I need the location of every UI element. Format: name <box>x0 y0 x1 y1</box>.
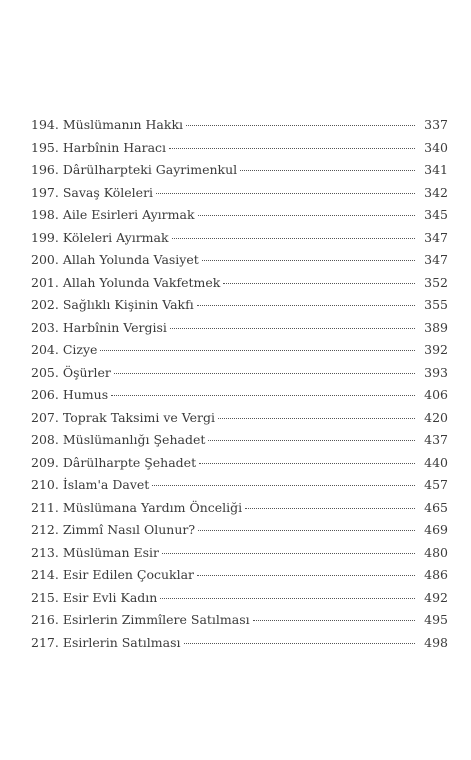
toc-entry-title: Müslümana Yardım Önceliği <box>62 499 243 515</box>
toc-entry-number: 201. <box>31 274 59 290</box>
toc-list <box>31 114 448 654</box>
toc-entry-page-number: 341 <box>424 162 448 177</box>
toc-entry-title: Harbînin Vergisi <box>62 319 167 335</box>
toc-dot-leader <box>197 575 415 576</box>
toc-entry-number: 209. <box>31 454 59 470</box>
toc-entry-title: Esirlerin Zimmîlere Satılması <box>62 612 250 627</box>
toc-entry-title: Müslümanın Hakkı <box>62 117 184 132</box>
toc-entry <box>31 137 448 160</box>
toc-entry-page-number: 393 <box>424 364 448 380</box>
toc-entry <box>31 609 448 632</box>
toc-entry-page-number: 347 <box>424 229 448 245</box>
toc-dot-leader <box>186 125 415 126</box>
toc-entry <box>31 339 448 362</box>
toc-entry <box>31 497 448 520</box>
toc-entry-number: 204. <box>31 342 59 357</box>
toc-entry-number: 197. <box>31 184 59 200</box>
toc-entry-page-number: 486 <box>424 567 448 582</box>
toc-entry-title: Allah Yolunda Vasiyet <box>62 252 199 267</box>
toc-entry-title: Savaş Köleleri <box>62 184 154 200</box>
toc-entry-number: 207. <box>31 409 59 425</box>
toc-entry-title: Dârülharpte Şehadet <box>62 454 197 470</box>
toc-entry <box>31 519 448 542</box>
toc-entry-title: Allah Yolunda Vakfetmek <box>62 274 221 290</box>
toc-dot-leader <box>100 350 415 351</box>
toc-entry-title: Zimmî Nasıl Olunur? <box>62 522 196 537</box>
toc-entry-title: Harbînin Haracı <box>62 139 167 155</box>
toc-entry-page-number: 440 <box>424 454 448 470</box>
toc-entry <box>31 407 448 430</box>
toc-entry-page-number: 420 <box>424 409 448 425</box>
toc-entry <box>31 114 448 137</box>
toc-entry-title: Esirlerin Satılması <box>62 634 181 650</box>
toc-dot-leader <box>160 598 415 599</box>
toc-entry-number: 211. <box>31 499 59 515</box>
toc-entry <box>31 294 448 317</box>
toc-dot-leader <box>169 148 415 149</box>
toc-dot-leader <box>172 238 415 239</box>
toc-entry-page-number: 437 <box>424 432 448 447</box>
toc-dot-leader <box>197 305 415 306</box>
toc-entry-page-number: 342 <box>424 184 448 200</box>
toc-visible-area <box>0 117 471 650</box>
toc-entry <box>31 384 448 407</box>
toc-entry-title: Cizye <box>62 342 98 357</box>
toc-entry-page-number: 495 <box>424 612 448 627</box>
toc-entry <box>31 452 448 475</box>
toc-entry-title: Sağlıklı Kişinin Vakfı <box>62 297 194 312</box>
toc-entry-number: 208. <box>31 432 59 447</box>
toc-entry <box>31 542 448 565</box>
toc-entry-title: Müslüman Esir <box>62 544 159 560</box>
toc-entry-page-number: 492 <box>424 589 448 605</box>
toc-entry <box>31 204 448 227</box>
toc-entry-number: 205. <box>31 364 59 380</box>
toc-entry-number: 196. <box>31 162 59 177</box>
toc-entry-page-number: 465 <box>424 499 448 515</box>
toc-entry-number: 217. <box>31 634 59 650</box>
toc-entry-page-number: 498 <box>424 634 448 650</box>
toc-entry <box>31 564 448 587</box>
toc-entry <box>31 317 448 340</box>
toc-entry-page-number: 347 <box>424 252 448 267</box>
toc-entry-number: 212. <box>31 522 59 537</box>
toc-entry <box>31 362 448 385</box>
toc-entry-page-number: 345 <box>424 207 448 222</box>
toc-entry-number: 206. <box>31 387 59 402</box>
toc-entry-number: 216. <box>31 612 59 627</box>
toc-dot-leader <box>184 643 415 644</box>
toc-entry <box>31 227 448 250</box>
toc-entry-number: 194. <box>31 117 59 132</box>
toc-entry-page-number: 457 <box>424 477 448 492</box>
toc-dot-leader <box>202 260 415 261</box>
toc-dot-leader <box>240 170 415 171</box>
toc-entry-number: 215. <box>31 589 59 605</box>
toc-entry-page-number: 406 <box>424 387 448 402</box>
toc-entry-page-number: 337 <box>424 117 448 132</box>
toc-entry <box>31 429 448 452</box>
toc-entry-number: 210. <box>31 477 59 492</box>
toc-entry-title: Müslümanlığı Şehadet <box>62 432 206 447</box>
toc-entry <box>31 182 448 205</box>
toc-entry-number: 195. <box>31 139 59 155</box>
toc-entry-number: 200. <box>31 252 59 267</box>
toc-entry-page-number: 340 <box>424 139 448 155</box>
toc-entry-page-number: 389 <box>424 319 448 335</box>
toc-dot-leader <box>198 215 415 216</box>
toc-dot-leader <box>162 553 415 554</box>
toc-entry-page-number: 355 <box>424 297 448 312</box>
toc-dot-leader <box>253 620 415 621</box>
toc-entry-number: 203. <box>31 319 59 335</box>
toc-entry-number: 198. <box>31 207 59 222</box>
toc-dot-leader <box>114 373 415 374</box>
toc-entry-number: 213. <box>31 544 59 560</box>
toc-entry-title: Aile Esirleri Ayırmak <box>62 207 195 222</box>
toc-dot-leader <box>152 485 415 486</box>
toc-dot-leader <box>170 328 415 329</box>
toc-entry-title: Öşürler <box>62 364 111 380</box>
toc-entry-title: Toprak Taksimi ve Vergi <box>62 409 216 425</box>
toc-dot-leader <box>111 395 415 396</box>
toc-entry <box>31 272 448 295</box>
toc-entry-page-number: 392 <box>424 342 448 357</box>
toc-dot-leader <box>208 440 415 441</box>
toc-entry-title: Esir Evli Kadın <box>62 589 158 605</box>
toc-dot-leader <box>223 283 415 284</box>
toc-dot-leader <box>199 463 415 464</box>
toc-entry <box>31 249 448 272</box>
toc-dot-leader <box>245 508 415 509</box>
toc-entry-number: 214. <box>31 567 59 582</box>
toc-entry <box>31 159 448 182</box>
toc-dot-leader <box>218 418 415 419</box>
toc-entry-title: İslam'a Davet <box>62 477 150 492</box>
toc-entry <box>31 587 448 610</box>
toc-entry <box>31 632 448 655</box>
toc-entry-title: Köleleri Ayırmak <box>62 229 169 245</box>
toc-entry-number: 202. <box>31 297 59 312</box>
toc-entry-page-number: 469 <box>424 522 448 537</box>
toc-dot-leader <box>198 530 415 531</box>
toc-entry-page-number: 352 <box>424 274 448 290</box>
toc-entry-title: Esir Edilen Çocuklar <box>62 567 195 582</box>
toc-entry-number: 199. <box>31 229 59 245</box>
toc-entry-title: Humus <box>62 387 109 402</box>
toc-dot-leader <box>156 193 415 194</box>
toc-entry-page-number: 480 <box>424 544 448 560</box>
toc-entry-title: Dârülharpteki Gayrimenkul <box>62 162 238 177</box>
toc-entry <box>31 474 448 497</box>
